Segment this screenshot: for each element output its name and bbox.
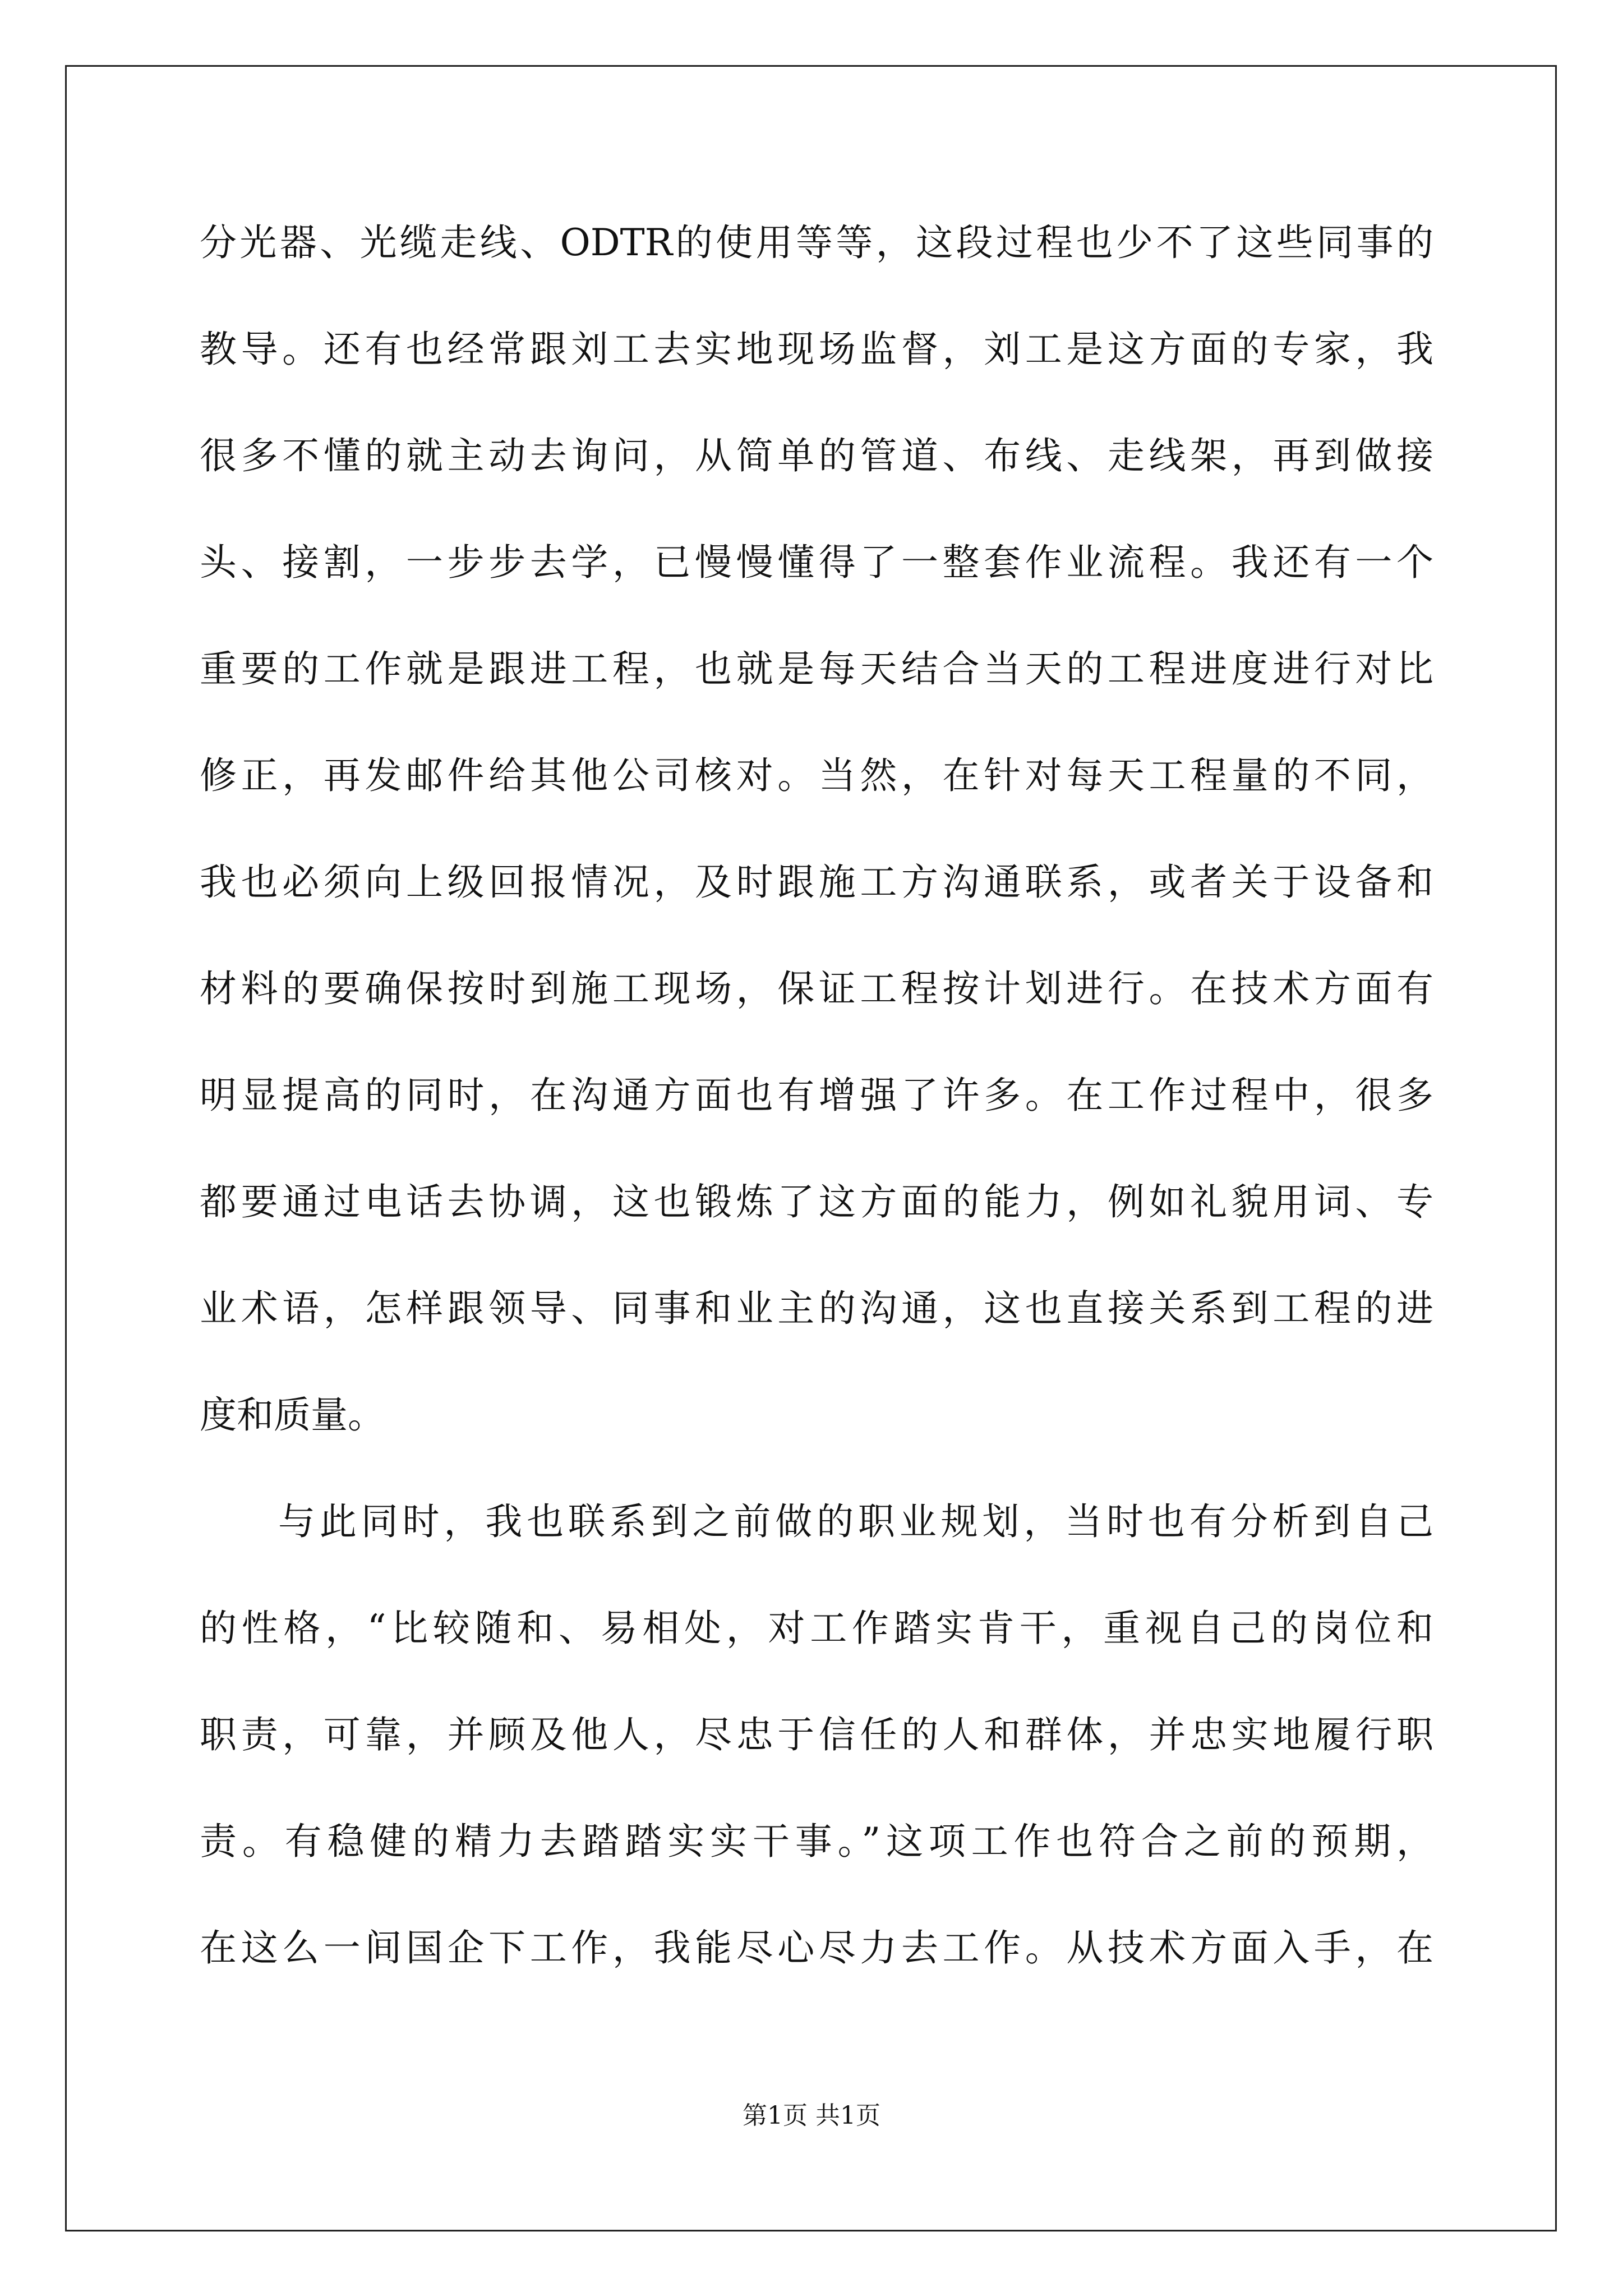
- page-footer: 第1页 共1页: [743, 2101, 880, 2130]
- text-line-1: 分光器、光缆走线、ODTR的使用等等，这段过程也少不了这些同事的: [200, 221, 1433, 264]
- text-line-5: 重要的工作就是跟进工程，也就是每天结合当天的工程进度进行对比: [200, 647, 1433, 691]
- page-border: [65, 65, 1557, 2231]
- text-line-4: 头、接割，一步步去学，已慢慢懂得了一整套作业流程。我还有一个: [200, 541, 1433, 584]
- text-line-15: 职责，可靠，并顾及他人，尽忠于信任的人和群体，并忠实地履行职: [200, 1713, 1433, 1756]
- text-line-14: 的性格，“比较随和、易相处，对工作踏实肯干，重视自己的岗位和: [200, 1607, 1433, 1650]
- text-line-11: 业术语，怎样跟领导、同事和业主的沟通，这也直接关系到工程的进: [200, 1287, 1433, 1330]
- text-line-6: 修正，再发邮件给其他公司核对。当然，在针对每天工程量的不同，: [200, 754, 1433, 797]
- text-line-7: 我也必须向上级回报情况，及时跟施工方沟通联系，或者关于设备和: [200, 861, 1433, 904]
- text-line-16: 责。有稳健的精力去踏踏实实干事。”这项工作也符合之前的预期，: [200, 1820, 1433, 1863]
- text-line-13: 与此同时，我也联系到之前做的职业规划，当时也有分析到自己: [278, 1500, 1433, 1543]
- text-line-8: 材料的要确保按时到施工现场，保证工程按计划进行。在技术方面有: [200, 967, 1433, 1010]
- text-line-10: 都要通过电话去协调，这也锻炼了这方面的能力，例如礼貌用词、专: [200, 1180, 1433, 1223]
- text-line-9: 明显提高的同时，在沟通方面也有增强了许多。在工作过程中，很多: [200, 1074, 1433, 1117]
- text-line-17: 在这么一间国企下工作，我能尽心尽力去工作。从技术方面入手，在: [200, 1926, 1433, 1970]
- text-line-3: 很多不懂的就主动去询问，从简单的管道、布线、走线架，再到做接: [200, 434, 1433, 477]
- text-line-12: 度和质量。: [200, 1393, 385, 1437]
- text-line-2: 教导。还有也经常跟刘工去实地现场监督，刘工是这方面的专家，我: [200, 328, 1433, 371]
